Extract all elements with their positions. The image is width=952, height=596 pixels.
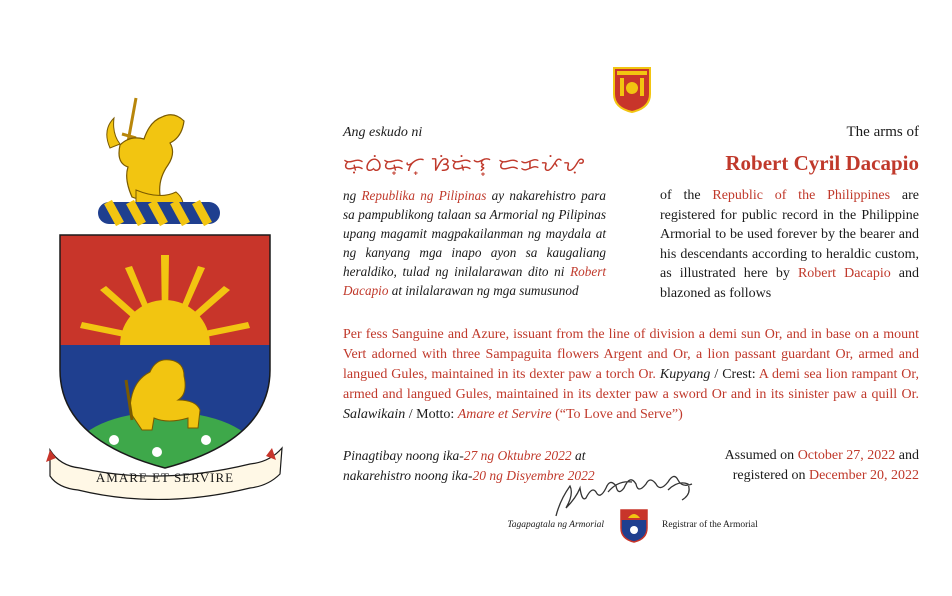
dates-filipino: Pinagtibay noong ika-27 ng Oktubre 2022 at nakarehistro noong ika-20 ng Disyembre 2022 xyxy=(343,448,595,483)
registered-date-en: December 20, 2022 xyxy=(808,468,919,483)
armiger-name: Robert Cyril Dacapio xyxy=(725,151,919,175)
motto-translation: (“To Love and Serve”) xyxy=(555,407,683,422)
intro-filipino: Ang eskudo ni xyxy=(343,125,423,140)
shield-icon xyxy=(60,235,270,492)
intro-english: The arms of xyxy=(846,124,919,140)
blazon-crest: A demi sea lion rampant Or, armed and langued Gules, maintained in its dexter paw a sword Or and in its sinister paw a quill Or. xyxy=(343,367,919,402)
filipino-registration-text: ng Republika ng Pilipinas ay nakarehistro para sa pampublikong talaan sa Armorial ng Pilipinas upang magamit magpakailanman ng maydala at ng kanyang mga inapo ayon sa kaugaliang heraldiko, tulad ng inilalarawan dito ni Robert Dacapio at inilalarawan ng mga sumusunod xyxy=(343,188,607,298)
philippine-heraldry-shield-icon xyxy=(612,66,652,114)
artist-name-en: Robert Dacapio xyxy=(797,266,891,281)
blazon-text: Per fess Sanguine and Azure, issuant from the line of division a demi sun Or, and in base on a mount Vert adorned with three Sampaguita flowers Argent and Or, a lion passant guardant Or, armed and langued Gules, maintained in its dexter paw a torch Or. Kupyang / Crest: A demi sea lion rampant Or, armed and langued Gules, maintained in its dexter paw a sword Or and in its sinister paw a quill Or. Salawikain / Motto: Amare et Servire (“To Love and Serve”) xyxy=(343,327,919,422)
torse-wreath xyxy=(98,202,220,224)
registered-date-fil: 20 ng Disyembre 2022 xyxy=(472,468,595,483)
assumed-date-en: October 27, 2022 xyxy=(797,448,896,463)
registrar-title-fil: Tagapagtala ng Armorial xyxy=(507,520,604,530)
blazon-arms: Per fess Sanguine and Azure, issuant from the line of division a demi sun Or, and in base on a mount Vert adorned with three Sampaguita flowers Argent and Or, a lion passant guardant Or, armed and langued Gules, maintained in its dexter paw a torch Or. xyxy=(343,327,919,382)
dates-english: Assumed on October 27, 2022 and registered on December 20, 2022 xyxy=(724,448,919,483)
coat-of-arms-image xyxy=(40,90,290,500)
republic-link-en: Republic of the Philippines xyxy=(712,188,891,203)
english-registration-text: of the Republic of the Philippines are registered for public record in the Philippine Armorial to be used forever by the bearer and his descendants according to heraldic custom, as illustrated here by Robert Dacapio and blazoned as follows xyxy=(660,188,920,301)
crest-label-en: Crest: xyxy=(722,367,756,382)
republic-link-fil: Republika ng Pilipinas xyxy=(361,188,487,203)
motto-scroll-text: AMARE ET SERVIRE xyxy=(95,470,235,485)
registrar-shield-icon xyxy=(619,508,649,544)
assumed-date-fil: 27 ng Oktubre 2022 xyxy=(463,448,572,463)
sea-lion-crest-icon xyxy=(107,98,184,217)
armiger-name-baybayin: ᜍᜓᜊᜒᜍ᜔ᜆ᜔ ᜐᜒᜍᜒᜎ᜔ ᜇᜃᜉᜒᜌᜓ xyxy=(343,154,585,176)
motto-label-en: Motto: xyxy=(416,407,455,422)
motto-label-fil: Salawikain xyxy=(343,407,406,422)
crest-label-fil: Kupyang xyxy=(659,367,711,382)
registrar-title-en: Registrar of the Armorial xyxy=(662,520,758,530)
motto: Amare et Servire xyxy=(457,407,552,422)
artist-name-fil: Robert Dacapio xyxy=(343,264,606,298)
